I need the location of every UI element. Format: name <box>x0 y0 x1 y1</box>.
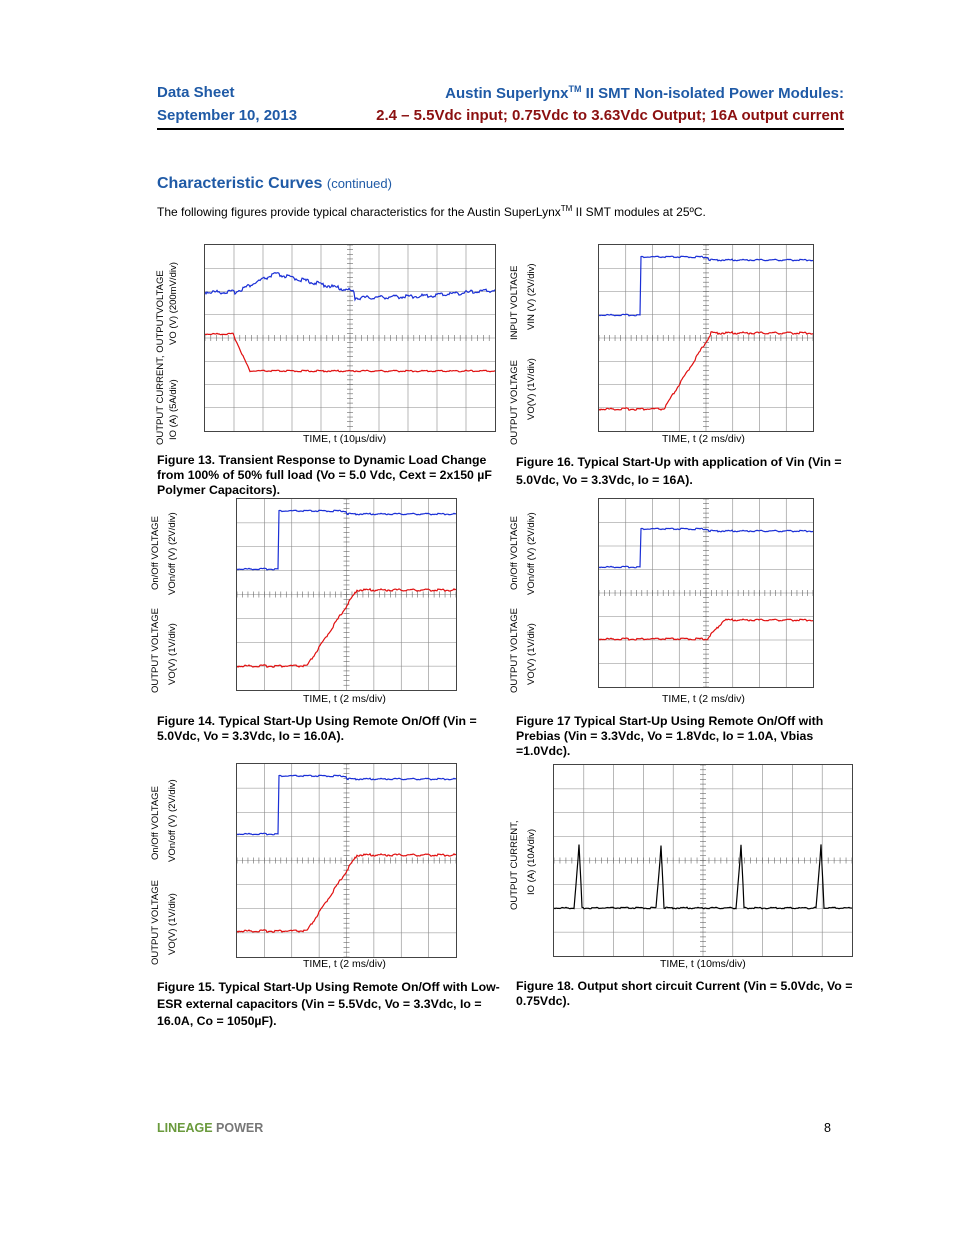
fig14-ylabel-bottom: VO(V) (1V/div) <box>167 623 178 685</box>
fig16-xlabel: TIME, t (2 ms/div) <box>662 433 745 445</box>
fig16-ylabel-top-outer: INPUT VOLTAGE <box>509 265 520 340</box>
fig17-ylabel-top: VOn/off (V) (2V/div) <box>526 512 537 595</box>
fig16-caption: Figure 16. Typical Start-Up with application of Vin (Vin = 5.0Vdc, Vo = 3.3Vdc, Io = 16A). <box>516 455 842 487</box>
fig16-ylabel-bottom-outer: OUTPUT VOLTAGE <box>509 360 520 445</box>
fig15-xlabel: TIME, t (2 ms/div) <box>303 958 386 970</box>
fig14-ylabel-bottom-outer: OUTPUT VOLTAGE <box>150 608 161 693</box>
scope-fig18 <box>553 764 853 957</box>
fig17-ylabel-bottom: VO(V) (1V/div) <box>526 623 537 685</box>
fig13-ylabel-bottom: IO (A) (5A/div) <box>168 379 179 440</box>
scope-fig16 <box>598 244 814 432</box>
scope-plot-fig13 <box>205 245 495 431</box>
header-date: September 10, 2013 <box>157 107 298 124</box>
fig18-caption: Figure 18. Output short circuit Current (Vin = 5.0Vdc, Vo = 0.75Vdc). <box>516 979 853 1008</box>
scope-fig13 <box>204 244 496 432</box>
fig13-ylabel-top: VO (V) (200mV/div) <box>168 262 179 345</box>
fig18-xlabel: TIME, t (10ms/div) <box>660 958 746 970</box>
fig15-ylabel-top-outer: On/Off VOLTAGE <box>150 786 161 860</box>
fig17-xlabel: TIME, t (2 ms/div) <box>662 693 745 705</box>
scope-plot-fig16 <box>599 245 813 431</box>
fig18-ylabel-outer: OUTPUT CURRENT, <box>509 820 520 910</box>
scope-plot-fig18 <box>554 765 852 956</box>
header-rule <box>157 128 844 130</box>
fig15-ylabel-bottom-outer: OUTPUT VOLTAGE <box>150 880 161 965</box>
page-number: 8 <box>824 1121 831 1135</box>
header-product: Austin Superlynx™ II SMT Non-isolated Power Modules: <box>445 84 844 102</box>
fig15-ylabel-bottom: VO(V) (1V/div) <box>167 893 178 955</box>
scope-plot-fig17 <box>599 499 813 687</box>
fig14-xlabel: TIME, t (2 ms/div) <box>303 693 386 705</box>
fig14-caption: Figure 14. Typical Start-Up Using Remote On/Off (Vin = 5.0Vdc, Vo = 3.3Vdc, Io = 16.0A). <box>157 714 477 743</box>
fig15-caption: Figure 15. Typical Start-Up Using Remote On/Off with Low-ESR external capacitors (Vin = 5.5Vdc, Vo = 3.3Vdc, Io = 16.0A, Co = 1050µF). <box>157 980 500 1028</box>
fig13-caption: Figure 13. Transient Response to Dynamic Load Change from 100% of 50% full load (Vo = 5.0 Vdc, Cext = 2x150 µF Polymer Capacitors). <box>157 453 492 497</box>
scope-plot-fig14 <box>237 499 456 690</box>
fig16-ylabel-bottom: VO(V) (1V/div) <box>526 358 537 420</box>
footer-brand: LINEAGE POWER <box>157 1121 264 1135</box>
header-spec: 2.4 – 5.5Vdc input; 0.75Vdc to 3.63Vdc Output; 16A output current <box>376 107 844 124</box>
fig17-caption: Figure 17 Typical Start-Up Using Remote On/Off with Prebias (Vin = 3.3Vdc, Vo = 1.8Vdc, Io = 1.0A, Vbias =1.0Vdc). <box>516 714 824 758</box>
section-title: Characteristic Curves (continued) <box>157 175 392 192</box>
fig14-ylabel-top-outer: On/Off VOLTAGE <box>150 516 161 590</box>
scope-plot-fig15 <box>237 764 456 957</box>
fig13-ylabel-outer: OUTPUT CURRENT, OUTPUTVOLTAGE <box>155 270 166 445</box>
scope-fig14 <box>236 498 457 691</box>
fig14-ylabel-top: VOn/off (V) (2V/div) <box>167 512 178 595</box>
fig16-ylabel-top: VIN (V) (2V/div) <box>526 263 537 330</box>
fig17-ylabel-bottom-outer: OUTPUT VOLTAGE <box>509 608 520 693</box>
fig18-ylabel-top: IO (A) (10A/div) <box>526 829 537 895</box>
header-doc-type: Data Sheet <box>157 84 235 101</box>
fig17-ylabel-top-outer: On/Off VOLTAGE <box>509 516 520 590</box>
scope-fig15 <box>236 763 457 958</box>
section-intro: The following figures provide typical characteristics for the Austin SuperLynx™ II SMT modules at 25ºC. <box>157 204 706 219</box>
fig15-ylabel-top: VOn/off (V) (2V/div) <box>167 779 178 862</box>
scope-fig17 <box>598 498 814 688</box>
fig13-xlabel: TIME, t (10µs/div) <box>303 433 387 445</box>
